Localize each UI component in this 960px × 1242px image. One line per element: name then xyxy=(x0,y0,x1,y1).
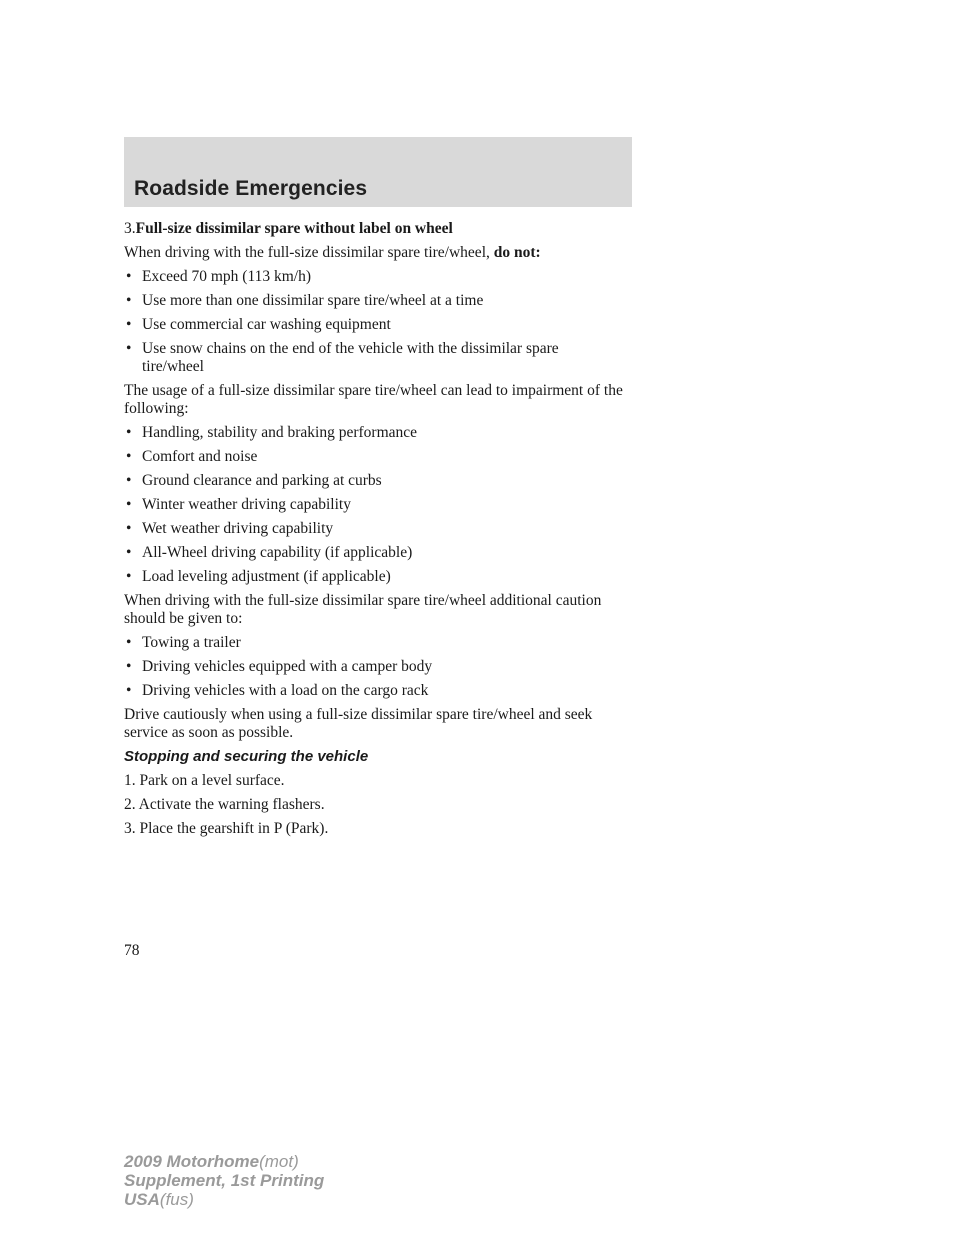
paragraph-caution: When driving with the full-size dissimilar spare tire/wheel additional caution should be given to: xyxy=(124,592,602,627)
list-item-text: Use snow chains on the end of the vehicle with the dissimilar spare tire/wheel xyxy=(142,340,559,375)
footer-model-code: (mot) xyxy=(259,1152,299,1171)
list-item-text: Load leveling adjustment (if applicable) xyxy=(142,568,391,585)
footer-model: 2009 Motorhome xyxy=(124,1152,260,1171)
page-content xyxy=(124,220,624,844)
list-item xyxy=(124,424,624,442)
list-item-text: Towing a trailer xyxy=(142,634,241,651)
paragraph-text: When driving with the full-size dissimilar spare tire/wheel, xyxy=(124,244,490,261)
list-item-text: Exceed 70 mph (113 km/h) xyxy=(142,268,312,285)
list-item xyxy=(124,340,624,376)
bullet-icon: • xyxy=(126,544,132,561)
bullet-icon: • xyxy=(126,340,132,357)
list-item xyxy=(124,292,624,310)
list-item-text: Driving vehicles with a load on the cargo rack xyxy=(142,682,429,699)
list-item xyxy=(124,316,624,334)
bullet-icon: • xyxy=(126,292,132,309)
section-title: Roadside Emergencies xyxy=(134,177,368,200)
list-item-text: Wet weather driving capability xyxy=(142,520,334,537)
paragraph-impairment: The usage of a full-size dissimilar spare tire/wheel can lead to impairment of the following: xyxy=(124,382,623,417)
bullet-icon: • xyxy=(126,424,132,441)
bullet-icon: • xyxy=(126,316,132,333)
list-item xyxy=(124,544,624,562)
list-item xyxy=(124,568,624,586)
bullet-icon: • xyxy=(126,268,132,285)
list-item-text: Handling, stability and braking performance xyxy=(142,424,418,441)
bullet-icon: • xyxy=(126,658,132,675)
footer-line-2: Supplement, 1st Printing xyxy=(124,1171,325,1190)
footer-line-1 xyxy=(124,1152,324,1171)
list-item-text: Driving vehicles equipped with a camper body xyxy=(142,658,433,675)
item-3-heading xyxy=(124,220,624,238)
step-item: 2. Activate the warning flashers. xyxy=(124,796,325,813)
list-item xyxy=(124,472,624,490)
step-item: 3. Place the gearshift in P (Park). xyxy=(124,820,329,837)
page-number: 78 xyxy=(124,942,140,959)
footer-printing-info xyxy=(124,1152,324,1209)
footer-region-code: (fus) xyxy=(159,1190,194,1209)
list-item xyxy=(124,658,624,676)
list-item xyxy=(124,634,624,652)
list-item-text: Use commercial car washing equipment xyxy=(142,316,391,333)
bullet-icon: • xyxy=(126,472,132,489)
paragraph-driving-rules xyxy=(124,244,624,262)
list-item xyxy=(124,520,624,538)
paragraph-drive-cautiously: Drive cautiously when using a full-size dissimilar spare tire/wheel and seek service as soon as possible. xyxy=(124,706,593,741)
footer-region: USA xyxy=(124,1190,160,1209)
list-item-text: All-Wheel driving capability (if applicable) xyxy=(142,544,413,561)
footer-line-3 xyxy=(124,1190,324,1209)
paragraph-emphasis: do not: xyxy=(493,244,541,261)
list-item-text: Use more than one dissimilar spare tire/wheel at a time xyxy=(142,292,484,309)
section-header xyxy=(124,137,632,207)
bullet-icon: • xyxy=(126,682,132,699)
list-item xyxy=(124,448,624,466)
bullet-icon: • xyxy=(126,568,132,585)
subheading: Stopping and securing the vehicle xyxy=(124,748,369,765)
list-item-text: Winter weather driving capability xyxy=(142,496,351,513)
bullet-icon: • xyxy=(126,634,132,651)
step-item: 1. Park on a level surface. xyxy=(124,772,285,789)
list-item xyxy=(124,682,624,700)
list-item-text: Ground clearance and parking at curbs xyxy=(142,472,382,489)
list-item-text: Comfort and noise xyxy=(142,448,258,465)
bullet-icon: • xyxy=(126,520,132,537)
bullet-icon: • xyxy=(126,448,132,465)
list-item xyxy=(124,268,624,286)
list-item xyxy=(124,496,624,514)
item-3-title: Full-size dissimilar spare without label on wheel xyxy=(135,220,453,237)
item-3-number: 3. xyxy=(124,220,136,237)
bullet-icon: • xyxy=(126,496,132,513)
